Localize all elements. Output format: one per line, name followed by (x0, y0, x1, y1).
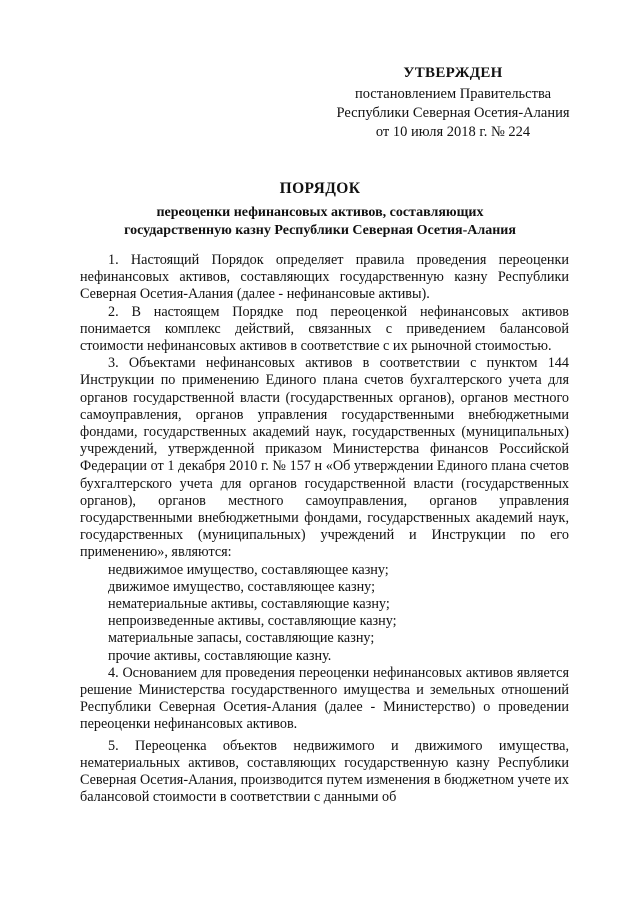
approval-line-1: постановлением Правительства (354, 86, 552, 102)
approval-title: УТВЕРЖДЕН (403, 65, 503, 81)
list-item-5: материальные запасы, составляющие казну; (108, 630, 375, 647)
document-body (80, 252, 569, 807)
paragraph-1: 1. Настоящий Порядок определяет правила проведения переоценки нефинансовых активов, составляющих государственную казну Республики Северная Осетия-Алания (далее - нефинансовые активы). (80, 252, 569, 303)
paragraph-3: 3. Объектами нефинансовых активов в соответствии с пунктом 144 Инструкции по применению Единого плана счетов бухгалтерского учета для органов государственной власти (государственных органов), органов местного самоуправления, органов управления государственными внебюджетными фондами, государственных академий наук, государственных (муниципальных) учреждений, утвержденной приказом Министерства финансов Российской Федерации от 1 декабря 2010 г. № 157 н «Об утверждении Единого плана счетов бухгалтерского учета для органов государственной власти (государственных органов), органов местного самоуправления, органов управления государственными внебюджетными фондами, государственных академий наук, государственных (муниципальных) учреждений и Инструкции по его применению», являются: (80, 355, 569, 561)
list-item-6: прочие активы, составляющие казну. (108, 647, 332, 664)
list-item-3: нематериальные активы, составляющие казну; (108, 596, 390, 613)
paragraph-4: 4. Основанием для проведения переоценки нефинансовых активов является решение Министерства государственного имущества и земельных отношений Республики Северная Осетия-Алания (далее - Министерство) о проведении переоценки нефинансовых активов. (80, 664, 569, 733)
document-subtitle-line-1: переоценки нефинансовых активов, составляющих (156, 205, 484, 220)
paragraph-5: 5. Переоценка объектов недвижимого и движимого имущества, нематериальных активов, составляющих государственную казну Республики Северная Осетия-Алания, производится путем изменения в бюджетном учете их балансовой стоимости в соответствии с данными об (80, 737, 569, 806)
document-subtitle-line-2: государственную казну Республики Северная Осетия-Алания (124, 223, 516, 238)
document-subtitle (60, 204, 580, 240)
list-item-4: непроизведенные активы, составляющие казну; (108, 613, 397, 630)
paragraph-2: 2. В настоящем Порядке под переоценкой нефинансовых активов понимается комплекс действий, связанных с приведением балансовой стоимости нефинансовых активов в соответствие с их рыночной стоимостью. (80, 303, 569, 355)
list-item-2: движимое имущество, составляющее казну; (108, 578, 376, 595)
approval-stamp (318, 64, 588, 142)
list-item-1: недвижимое имущество, составляющее казну; (108, 561, 389, 578)
document-title: ПОРЯДОК (279, 180, 361, 197)
approval-line-3: от 10 июля 2018 г. № 224 (375, 124, 531, 140)
approval-line-2: Республики Северная Осетия-Алания (336, 105, 570, 121)
